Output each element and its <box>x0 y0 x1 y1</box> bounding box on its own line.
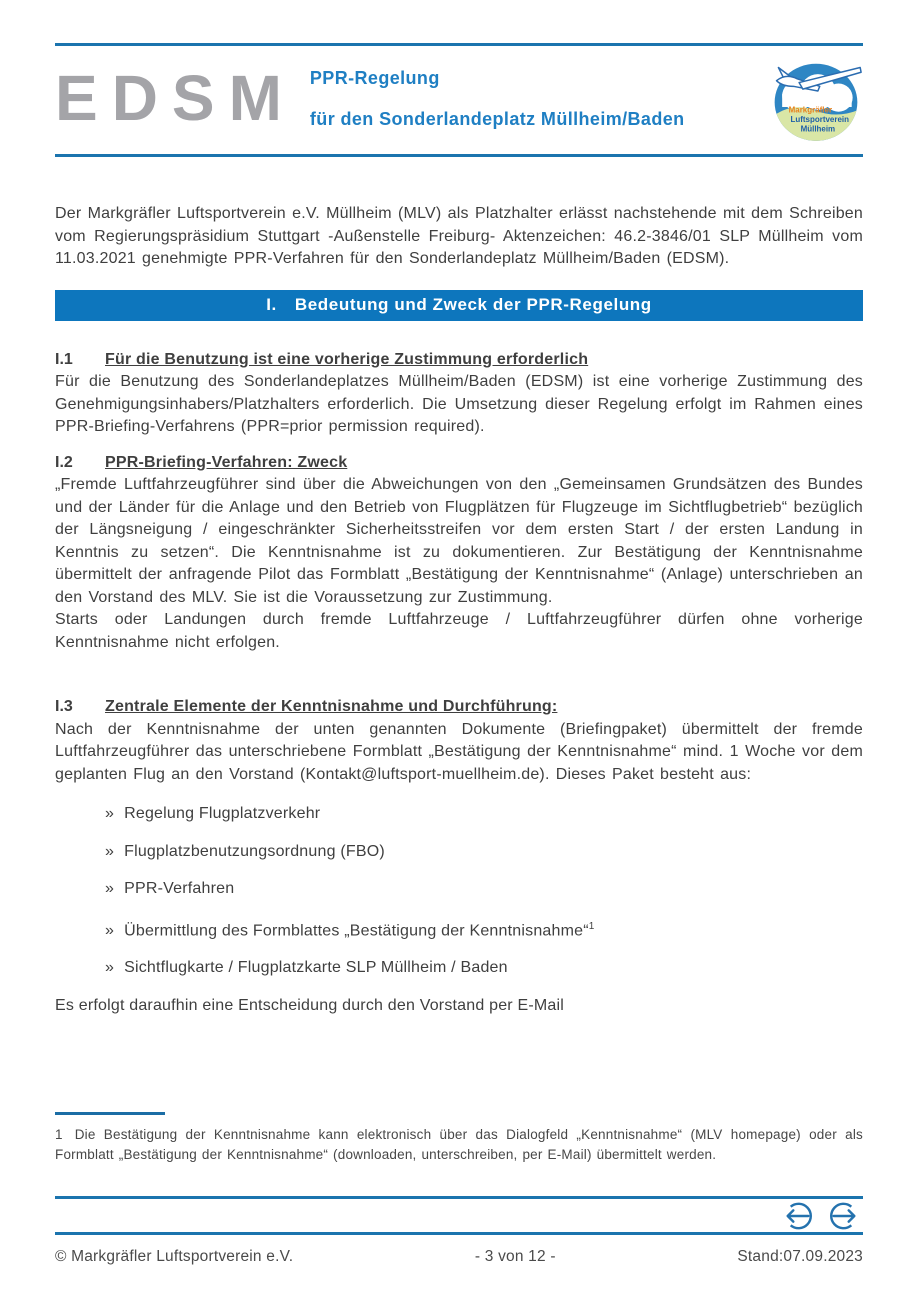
briefing-package-list <box>55 803 863 980</box>
next-page-button[interactable] <box>825 1201 863 1231</box>
page-navigation <box>55 1196 863 1235</box>
list-item: » Übermittlung des Formblattes „Bestätigung der Kenntnisnahme“$^1$ <box>105 920 595 939</box>
section-I1 <box>55 349 863 439</box>
top-rule <box>55 43 863 46</box>
footer-date: Stand:07.09.2023 <box>737 1248 863 1265</box>
section-number: I.3 <box>55 698 73 715</box>
footnote-marker: 1 <box>55 1127 63 1142</box>
arrow-left-icon <box>779 1201 817 1231</box>
footnote-reference: 1 <box>588 920 595 932</box>
list-bullet: » <box>105 842 115 860</box>
page-footer <box>55 1248 863 1266</box>
document-title: PPR-Regelung <box>309 68 440 88</box>
section-heading: Zentrale Elemente der Kenntnisnahme und Durchführung: <box>105 698 558 715</box>
list-item: » Regelung Flugplatzverkehr <box>105 805 321 822</box>
previous-page-button[interactable] <box>779 1201 817 1231</box>
section-heading: Für die Benutzung ist eine vorherige Zustimmung erforderlich <box>105 350 589 368</box>
nav-rule-bottom <box>55 1232 863 1235</box>
list-item: » PPR-Verfahren <box>105 880 235 897</box>
list-bullet: » <box>105 805 115 822</box>
section-heading: PPR-Briefing-Verfahren: Zweck <box>105 453 348 471</box>
section-I2 <box>55 452 863 655</box>
section-paragraph: „Fremde Luftfahrzeugführer sind über die Abweichungen von den „Gemeinsamen Grundsätzen des Bundes und der Länder für die Anlage und den Betrieb von Flugplätzen für Flugzeuge im Sichtflugbetrieb“ bezüglich der Längsneigung / eingeschränkter Sicherheitsstreifen vor dem ersten Start / der ersten Landung in Kenntnis zu setzen“. Die Kenntnisnahme ist zu dokumentieren. Zur Bestätigung der Kenntnisnahme übermittelt der anfragende Pilot das Formblatt „Bestätigung der Kenntnisnahme“ (Anlage) unterschrieben an den Vorstand des MLV. Sie ist die Voraussetzung zur Zustimmung. <box>55 476 863 606</box>
section-I3 <box>55 696 863 786</box>
document-title-block <box>310 68 685 130</box>
list-item: » Flugplatzbenutzungsordnung (FBO) <box>105 842 385 860</box>
header-rule <box>55 154 863 157</box>
chapter-number: I. <box>266 295 277 314</box>
footer-page-number: - 3 von 12 - <box>474 1248 556 1265</box>
logo-text-line3: Müllheim <box>800 124 836 134</box>
club-logo <box>769 60 863 144</box>
footnote-text: 1 Die Bestätigung der Kenntnisnahme kann elektronisch über das Dialogfeld „Kenntnisnahme“ (MLV homepage) oder als Formblatt „Bestätigung der Kenntnisnahme“ (downloaden, unterschreiben, per E-Mail) übermittelt werden. <box>55 1127 863 1162</box>
list-bullet: » <box>105 921 115 939</box>
document-header <box>55 60 863 144</box>
section-paragraph: Nach der Kenntnisnahme der unten genannten Dokumente (Briefingpaket) übermittelt der fremde Luftfahrzeugführer das unterschriebene Formblatt „Bestätigung der Kenntnisnahme“ mind. 1 Woche vor dem geplanten Flug an den Vorstand (Kontakt@luftsport-muellheim.de). Dieses Paket besteht aus: <box>55 720 863 783</box>
footnote-divider <box>55 1112 165 1115</box>
list-bullet: » <box>105 959 115 977</box>
list-item: » Sichtflugkarte / Flugplatzkarte SLP Müllheim / Baden <box>105 959 508 977</box>
intro-paragraph: Der Markgräfler Luftsportverein e.V. Müllheim (MLV) als Platzhalter erlässt nachstehende mit dem Schreiben vom Regierungspräsidium Stuttgart -Außenstelle Freiburg- Aktenzeichen: 46.2-3846/01 SLP Müllheim vom 11.03.2021 genehmigte PPR-Verfahren für den Sonderlandeplatz Müllheim/Baden (EDSM). <box>55 205 863 267</box>
document-subtitle: für den Sonderlandeplatz Müllheim/Baden <box>309 109 685 129</box>
section-paragraph: Für die Benutzung des Sonderlandeplatzes Müllheim/Baden (EDSM) ist eine vorherige Zustimmung des Genehmigungsinhabers/Platzhalters erforderlich. Die Umsetzung dieser Regelung erfolgt im Rahmen eines PPR-Briefing-Verfahrens (PPR=prior permission required). <box>55 373 863 435</box>
section-paragraph: Starts oder Landungen durch fremde Luftfahrzeuge / Luftfahrzeugführer dürfen ohne vorherige Kenntnisnahme nicht erfolgen. <box>55 611 863 651</box>
list-bullet: » <box>105 880 115 897</box>
section-number: I.1 <box>55 350 73 368</box>
arrow-right-icon <box>825 1201 863 1231</box>
airfield-code: EDSM <box>55 62 296 134</box>
chapter-title: Bedeutung und Zweck der PPR-Regelung <box>294 295 652 314</box>
logo-text-line1: Markgräfler <box>788 105 833 115</box>
chapter-banner <box>55 290 863 321</box>
section-number: I.2 <box>55 453 73 471</box>
footer-copyright: © Markgräfler Luftsportverein e.V. <box>55 1248 294 1265</box>
logo-text-line2: Luftsportverein <box>790 115 849 125</box>
footnote-block <box>55 1112 863 1164</box>
closing-paragraph: Es erfolgt daraufhin eine Entscheidung durch den Vorstand per E-Mail <box>55 996 565 1014</box>
